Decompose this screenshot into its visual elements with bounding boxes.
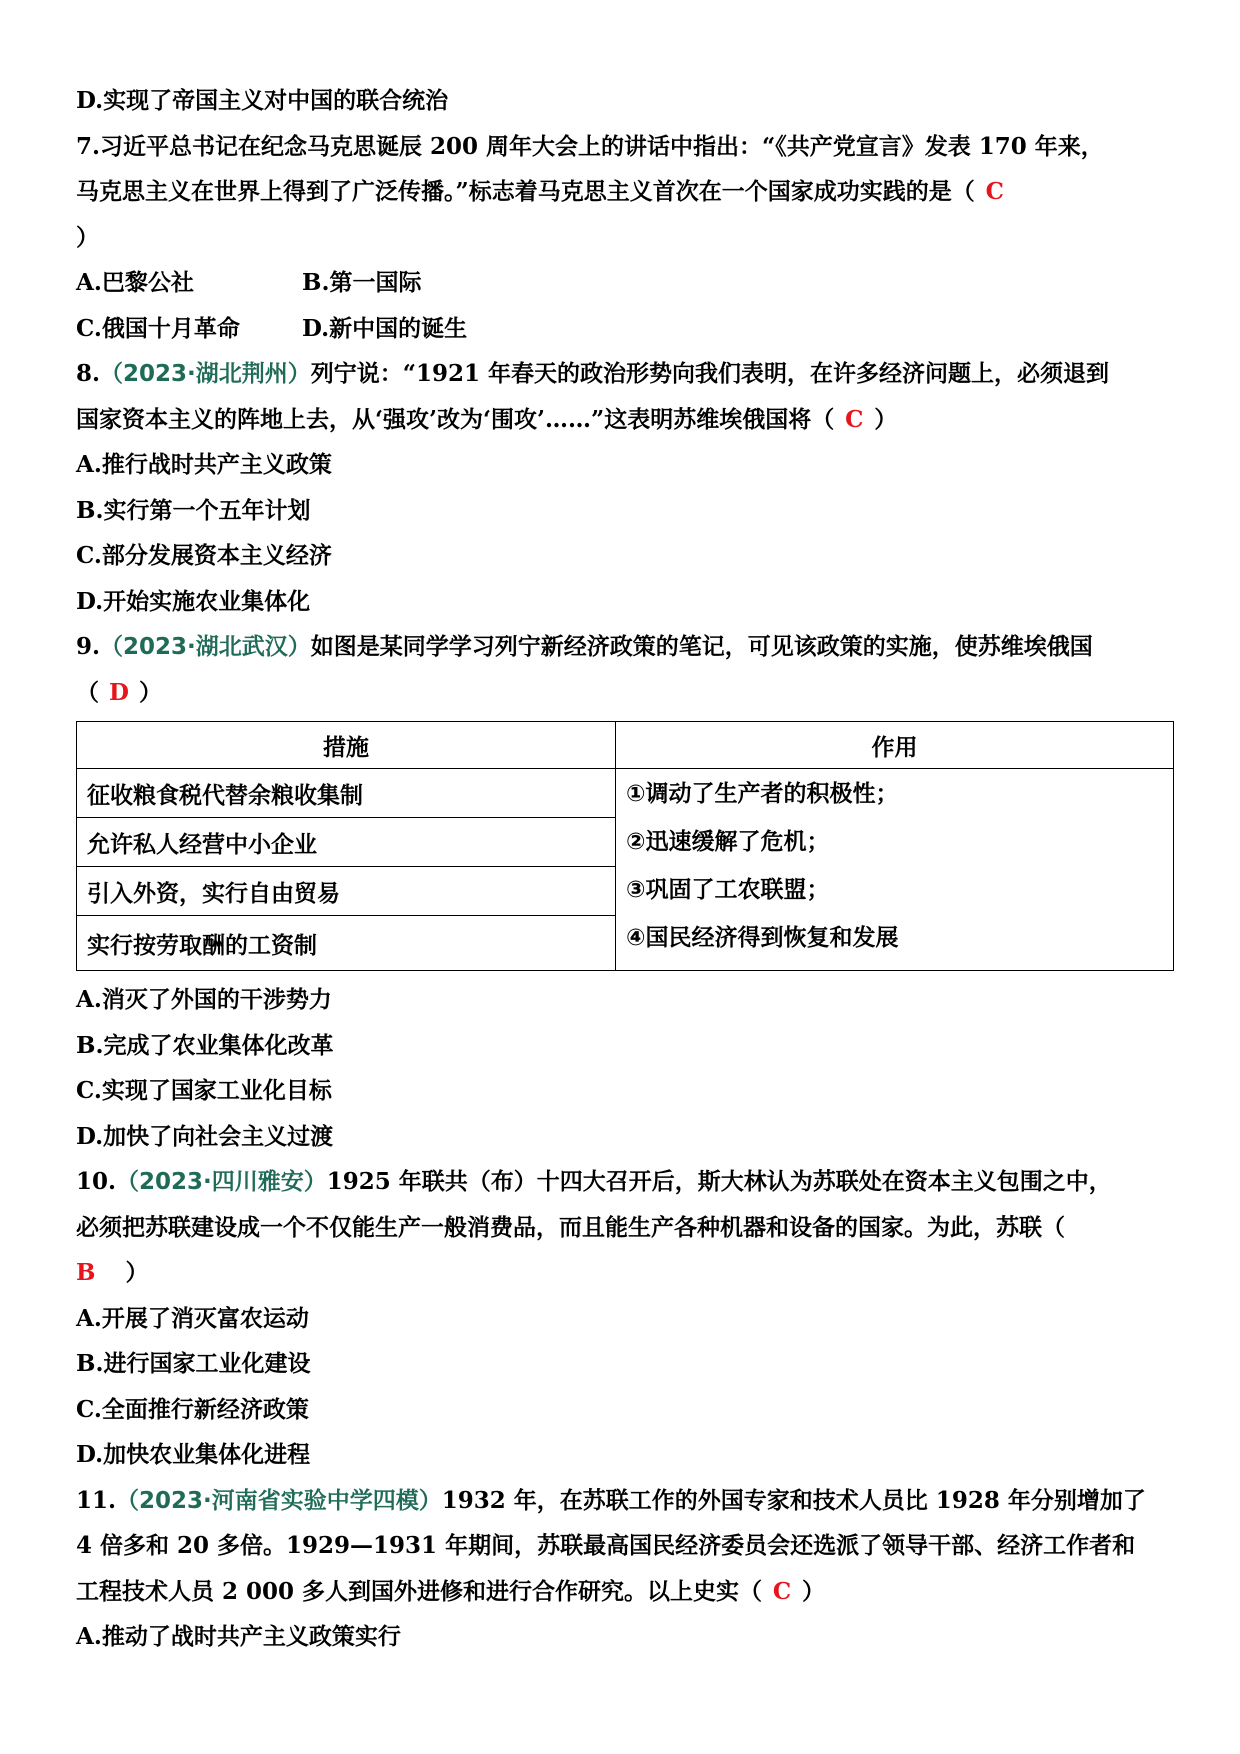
q11-source: （2023·河南省实验中学四模） xyxy=(116,1487,442,1514)
q7-option-d: D.新中国的诞生 xyxy=(302,314,468,342)
q9-close-paren: ） xyxy=(139,678,162,706)
q7-options-ab xyxy=(76,260,1176,306)
q9-number: 9. xyxy=(76,633,101,660)
q10-source: （2023·四川雅安） xyxy=(116,1169,327,1195)
measure-cell: 引入外资，实行自由贸易 xyxy=(77,867,616,916)
q11-stem-line1 xyxy=(76,1478,1176,1524)
q8-close-paren: ） xyxy=(874,405,898,433)
effect-item: ③巩固了工农联盟； xyxy=(626,877,830,903)
q11-stem-text3: 工程技术人员 2 000 多人到国外进修和进行合作研究。以上史实（ xyxy=(76,1577,763,1605)
q9-option-c: C.实现了国家工业化目标 xyxy=(76,1077,332,1104)
q8-number: 8. xyxy=(76,360,101,387)
measure-cell: 征收粮食税代替余粮收集制 xyxy=(77,769,616,818)
q11-option-a: A.推动了战时共产主义政策实行 xyxy=(76,1623,401,1650)
q10-stem-line1 xyxy=(76,1159,1176,1205)
q7-stem-line1: 7.习近平总书记在纪念马克思诞辰 200 周年大会上的讲话中指出：“《共产党宣言》发表 170 年来， xyxy=(76,132,1104,160)
q7-answer: C xyxy=(985,178,1004,205)
q8-option-a: A.推行战时共产主义政策 xyxy=(76,451,332,478)
table-row xyxy=(77,769,1174,818)
effect-item: ①调动了生产者的积极性； xyxy=(626,781,899,807)
q9-option-d: D.加快了向社会主义过渡 xyxy=(76,1122,334,1150)
q10-close-paren: ） xyxy=(125,1259,149,1286)
q9-open-paren: （ xyxy=(76,678,99,706)
q11-number: 11. xyxy=(76,1486,117,1514)
q11-stem-line2: 4 倍多和 20 多倍。1929—1931 年期间，苏联最高国民经济委员会还选派了领导干部、经济工作者和 xyxy=(76,1532,1136,1559)
q8-stem-line1 xyxy=(76,351,1176,397)
q11-stem-text: 1932 年，在苏联工作的外国专家和技术人员比 1928 年分别增加了 xyxy=(441,1486,1146,1514)
q10-answer: B xyxy=(76,1259,96,1286)
measures-header: 措施 xyxy=(77,722,616,769)
q11-answer: C xyxy=(772,1577,792,1605)
q9-option-a: A.消灭了外国的干涉势力 xyxy=(76,986,332,1013)
q6-option-d: D.实现了帝国主义对中国的联合统治 xyxy=(76,87,449,114)
effects-cell xyxy=(616,769,1174,971)
q11-close-paren: ） xyxy=(802,1577,826,1605)
effects-header: 作用 xyxy=(616,722,1174,769)
q10-option-b: B.进行国家工业化建设 xyxy=(76,1350,311,1377)
q7-stem-line2 xyxy=(76,169,1176,215)
q7-option-a: A.巴黎公社 xyxy=(76,269,194,296)
q9-stem-text: 如图是某同学学习列宁新经济政策的笔记，可见该政策的实施，使苏维埃俄国 xyxy=(310,633,1093,660)
q10-option-a: A.开展了消灭富农运动 xyxy=(76,1304,309,1332)
q7-close-paren: ） xyxy=(76,223,99,251)
effect-item: ②迅速缓解了危机； xyxy=(626,829,830,855)
measure-cell: 允许私人经营中小企业 xyxy=(77,818,616,867)
q9-stem-line2 xyxy=(76,670,1176,716)
measure-cell: 实行按劳取酬的工资制 xyxy=(77,916,616,971)
q7-option-c: C.俄国十月革命 xyxy=(76,314,240,342)
q10-stem-line2: 必须把苏联建设成一个不仅能生产一般消费品，而且能生产各种机器和设备的国家。为此，苏联（ xyxy=(76,1213,1065,1241)
q11-stem-line3 xyxy=(76,1569,1176,1615)
q8-stem-text: 列宁说：“1921 年春天的政治形势向我们表明，在许多经济问题上，必须退到 xyxy=(310,360,1110,387)
q8-stem-line2 xyxy=(76,397,1176,443)
effect-item: ④国民经济得到恢复和发展 xyxy=(626,925,899,951)
q9-answer: D xyxy=(109,678,129,706)
q9-stem-line1 xyxy=(76,624,1176,670)
q8-option-b: B.实行第一个五年计划 xyxy=(76,496,311,524)
q7-options-cd xyxy=(76,306,1176,352)
q7-option-b: B.第一国际 xyxy=(302,269,422,296)
q10-stem-text: 1925 年联共（布）十四大召开后，斯大林认为苏联处在资本主义包围之中， xyxy=(326,1168,1112,1195)
q8-stem-text2: 国家资本主义的阵地上去，从‘强攻’改为‘围攻’……”这表明苏维埃俄国将（ xyxy=(76,405,835,433)
table-header-row xyxy=(77,722,1174,769)
q8-source: （2023·湖北荆州） xyxy=(100,361,311,387)
q9-option-b: B.完成了农业集体化改革 xyxy=(76,1031,334,1059)
q10-option-c: C.全面推行新经济政策 xyxy=(76,1395,309,1423)
q9-source: （2023·湖北武汉） xyxy=(100,634,311,660)
q10-option-d: D.加快农业集体化进程 xyxy=(76,1441,311,1468)
nep-notes-table xyxy=(76,721,1174,971)
q8-option-c: C.部分发展资本主义经济 xyxy=(76,542,332,569)
q8-option-d: D.开始实施农业集体化 xyxy=(76,587,311,615)
q7-stem-text: 马克思主义在世界上得到了广泛传播。”标志着马克思主义首次在一个国家成功实践的是（ xyxy=(76,178,975,205)
exam-page xyxy=(76,78,1176,1660)
q8-answer: C xyxy=(845,405,864,433)
q10-number: 10. xyxy=(76,1168,117,1195)
q10-stem-line3 xyxy=(76,1250,1176,1296)
